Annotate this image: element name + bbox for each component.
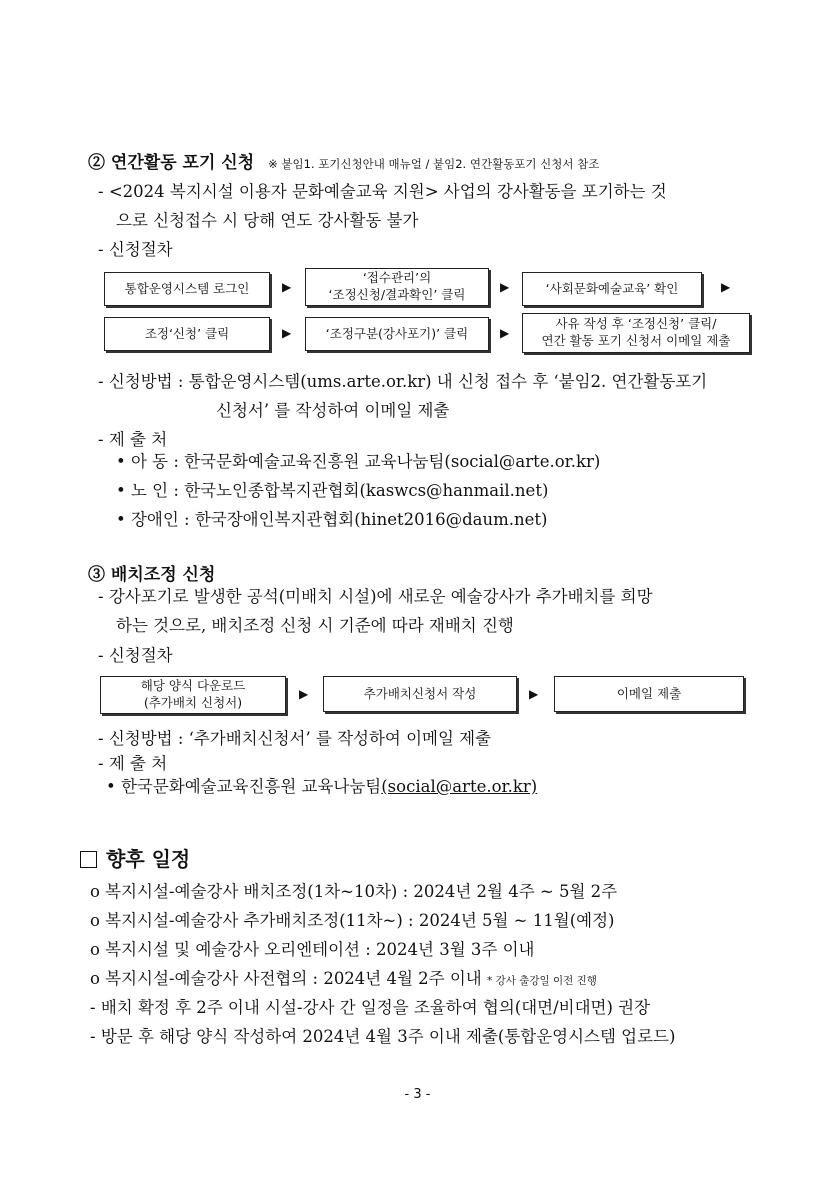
section-3-submit-label: - 제 출 처 — [98, 754, 168, 773]
section-3-desc-1: - 강사포기로 발생한 공석(미배치 시설)에 새로운 예술강사가 추가배치를 희망 — [98, 587, 653, 606]
section-3-procedure-label: - 신청절차 — [98, 646, 173, 665]
schedule-heading — [80, 843, 190, 872]
section-3-heading — [88, 560, 215, 585]
schedule-sub-1: - 배치 확정 후 2주 이내 시설-강사 간 일정을 조율하여 협의(대면/비대면) 권장 — [90, 998, 651, 1017]
arrow-icon: ▶ — [500, 280, 510, 294]
arrow-icon: ▶ — [282, 280, 292, 294]
section-2-method-2: 신청서’ 를 작성하여 이메일 제출 — [216, 401, 450, 420]
schedule-item-4-note: * 강사 출강일 이전 진행 — [486, 975, 597, 987]
schedule-title: 향후 일정 — [106, 847, 191, 871]
flow-step-write: 추가배치신청서 작성 — [323, 676, 517, 712]
flow-step-apply: 조정‘신청’ 클릭 — [104, 317, 270, 351]
schedule-item-1: o 복지시설-예술강사 배치조정(1차~10차) : 2024년 2월 4주 ~ 5월 2주 — [90, 882, 618, 901]
section-3-method: - 신청방법 : ‘추가배치신청서’ 를 작성하여 이메일 제출 — [98, 729, 492, 748]
flow-step-login: 통합운영시스템 로그인 — [104, 272, 270, 306]
flow-step-email: 이메일 제출 — [554, 676, 744, 712]
flow-step-download: 해당 양식 다운로드 (추가배치 신청서) — [100, 676, 286, 714]
checkbox-square-icon — [80, 851, 97, 868]
schedule-item-3: o 복지시설 및 예술강사 오리엔테이션 : 2024년 3월 3주 이내 — [90, 940, 535, 959]
section-3-number: ③ — [88, 565, 105, 585]
arrow-icon: ▶ — [500, 326, 510, 340]
section-2-title: 연간활동 포기 신청 — [110, 153, 255, 173]
submit-item-elderly: • 노 인 : 한국노인종합복지관협회(kaswcs@hanmail.net) — [116, 481, 549, 500]
schedule-sub-2: - 방문 후 해당 양식 작성하여 2024년 4월 3주 이내 제출(통합운영시스템 업로드) — [90, 1027, 676, 1046]
flow-step-category: ‘조정구분(강사포기)’ 클릭 — [305, 317, 489, 351]
section-2-note: ※ 붙임1. 포기신청안내 매뉴얼 / 붙임2. 연간활동포기 신청서 참조 — [268, 157, 600, 171]
section-2-procedure-label: - 신청절차 — [98, 240, 173, 259]
section-2-number: ② — [88, 153, 105, 173]
page-number: - 3 - — [404, 1087, 431, 1102]
arrow-icon: ▶ — [721, 280, 731, 294]
flow-step-submit: 사유 작성 후 ‘조정신청’ 클릭/ 연간 활동 포기 신청서 이메일 제출 — [522, 313, 750, 353]
arrow-icon: ▶ — [529, 687, 539, 701]
schedule-item-2: o 복지시설-예술강사 추가배치조정(11차~) : 2024년 5월 ~ 11월(예정) — [90, 911, 615, 930]
section-2-desc-1: - <2024 복지시설 이용자 문화예술교육 지원> 사업의 강사활동을 포기하는 것 — [98, 182, 667, 201]
arrow-icon: ▶ — [299, 687, 309, 701]
submit-org: • 한국문화예술교육진흥원 교육나눔팀 — [106, 777, 382, 796]
section-2-submit-label: - 제 출 처 — [98, 430, 168, 449]
submit-email: (social@arte.or.kr) — [381, 777, 538, 796]
section-2-desc-2: 으로 신청접수 시 당해 연도 강사활동 불가 — [116, 211, 419, 230]
schedule-item-4: o 복지시설-예술강사 사전협의 : 2024년 4월 2주 이내 * 강사 출강일 이전 진행 — [90, 969, 597, 988]
submit-item-disabled: • 장애인 : 한국장애인복지관협회(hinet2016@daum.net) — [116, 510, 548, 529]
section-2-heading — [88, 148, 599, 173]
section-3-title: 배치조정 신청 — [110, 565, 216, 585]
flow-step-confirm: ‘사회문화예술교육’ 확인 — [522, 272, 702, 306]
arrow-icon: ▶ — [282, 326, 292, 340]
section-2-method-1: - 신청방법 : 통합운영시스템(ums.arte.or.kr) 내 신청 접수 후 ‘붙임2. 연간활동포기 — [98, 372, 708, 391]
section-3-submit-item — [106, 773, 537, 797]
submit-item-children: • 아 동 : 한국문화예술교육진흥원 교육나눔팀(social@arte.or.kr) — [116, 452, 601, 471]
flow-step-receipt: ‘접수관리’의 ‘조정신청/결과확인’ 클릭 — [305, 268, 489, 306]
section-3-desc-2: 하는 것으로, 배치조정 신청 시 기준에 따라 재배치 진행 — [116, 616, 514, 635]
